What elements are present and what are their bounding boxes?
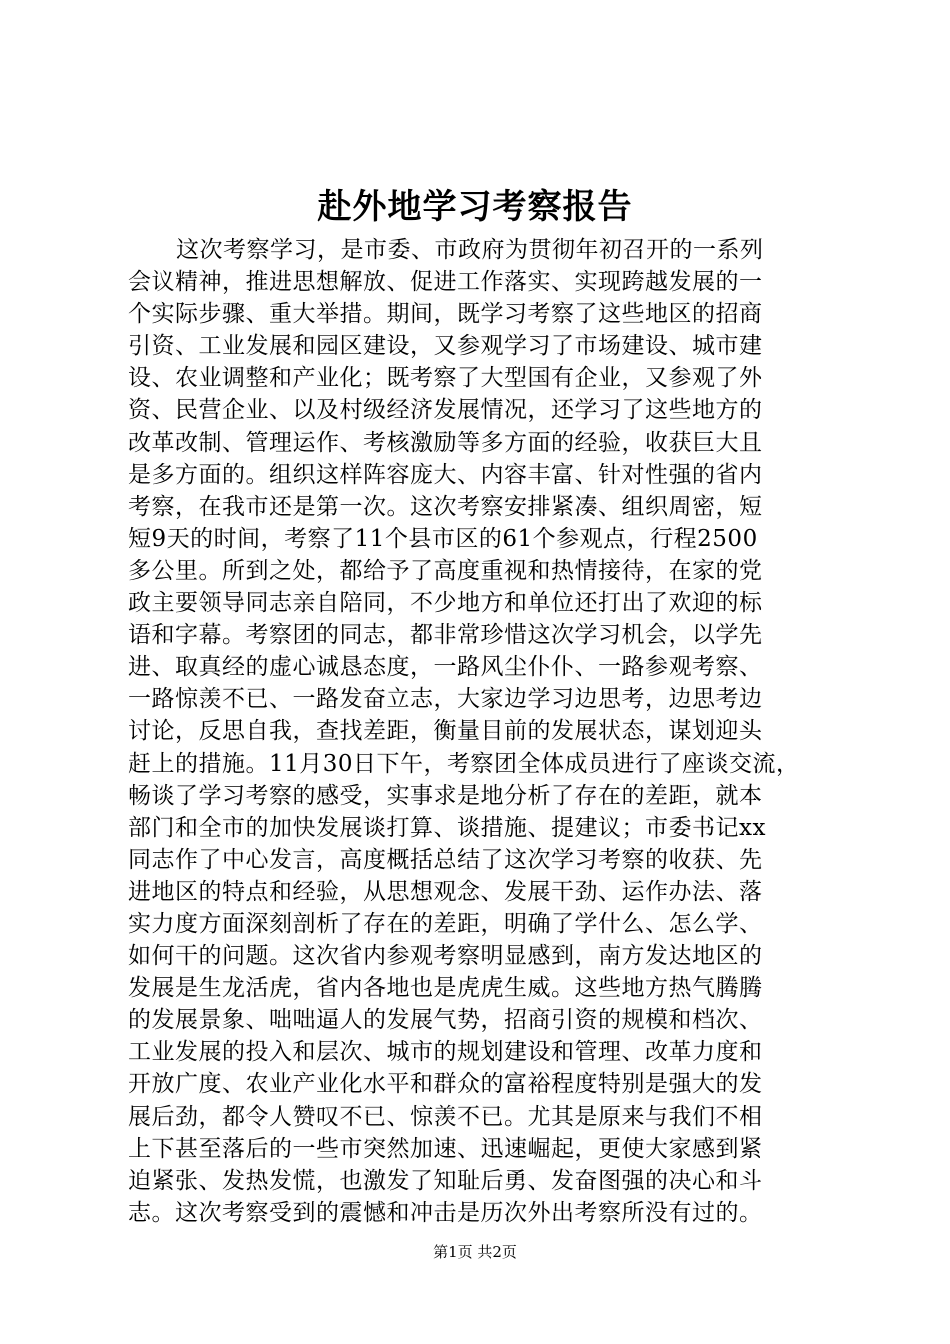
text-line: 志。这次考察受到的震憾和冲击是历次外出考察所没有过的。 (128, 1199, 763, 1226)
text-line: 一路惊羡不已、一路发奋立志，大家边学习边思考，边思考边 (128, 686, 763, 713)
text-line: 设、农业调整和产业化；既考察了大型国有企业，又参观了外 (128, 365, 763, 392)
text-line: 进地区的特点和经验，从思想观念、发展干劲、运作办法、落 (128, 878, 763, 905)
text-line: 多公里。所到之处，都给予了高度重视和热情接待，在家的党 (128, 557, 763, 584)
text-line: 进、取真经的虚心诚恳态度，一路风尘仆仆、一路参观考察、 (128, 654, 763, 681)
text-line: 这次考察学习，是市委、市政府为贯彻年初召开的一系列 (176, 237, 764, 263)
text-line: 是多方面的。组织这样阵容庞大、内容丰富、针对性强的省内 (128, 461, 763, 488)
text-line: 同志作了中心发言，高度概括总结了这次学习考察的收获、先 (128, 846, 763, 873)
text-line: 会议精神，推进思想解放、促进工作落实、实现跨越发展的一 (128, 269, 763, 296)
text-line: 发展是生龙活虎，省内各地也是虎虎生威。这些地方热气腾腾 (128, 975, 763, 1002)
text-line: 迫紧张、发热发慌，也激发了知耻后勇、发奋图强的决心和斗 (128, 1167, 763, 1194)
text-line: 语和字幕。考察团的同志，都非常珍惜这次学习机会，以学先 (128, 622, 763, 649)
page-number-footer: 第1页 共2页 (433, 1243, 517, 1261)
text-line: 引资、工业发展和园区建设，又参观学习了市场建设、城市建 (128, 333, 763, 360)
body-paragraph (128, 234, 828, 1229)
text-line: 实力度方面深刻剖析了存在的差距，明确了学什么、怎么学、 (128, 910, 763, 937)
text-line: 如何干的问题。这次省内参观考察明显感到，南方发达地区的 (128, 943, 763, 970)
text-line: 部门和全市的加快发展谈打算、谈措施、提建议；市委书记xx (128, 814, 766, 841)
text-line: 短9天的时间，考察了11个县市区的61个参观点，行程2500 (128, 525, 758, 552)
text-line: 考察，在我市还是第一次。这次考察安排紧凑、组织周密，短 (128, 493, 763, 520)
text-line: 开放广度、农业产业化水平和群众的富裕程度特别是强大的发 (128, 1071, 763, 1098)
text-line: 政主要领导同志亲自陪同，不少地方和单位还打出了欢迎的标 (128, 590, 763, 617)
text-line: 赶上的措施。11月30日下午，考察团全体成员进行了座谈交流， (128, 750, 800, 777)
text-line: 资、民营企业、以及村级经济发展情况，还学习了这些地方的 (128, 397, 763, 424)
text-line: 上下甚至落后的一些市突然加速、迅速崛起，更使大家感到紧 (128, 1135, 763, 1162)
document-title: 赴外地学习考察报告 (317, 187, 633, 227)
text-line: 展后劲，都令人赞叹不已、惊羡不已。尤其是原来与我们不相 (128, 1103, 763, 1130)
text-line: 的发展景象、咄咄逼人的发展气势，招商引资的规模和档次、 (128, 1007, 763, 1034)
text-line: 讨论，反思自我，查找差距，衡量目前的发展状态，谋划迎头 (128, 718, 763, 745)
text-line: 改革改制、管理运作、考核激励等多方面的经验，收获巨大且 (128, 429, 763, 456)
text-line: 工业发展的投入和层次、城市的规划建设和管理、改革力度和 (128, 1039, 763, 1066)
text-line: 畅谈了学习考察的感受，实事求是地分析了存在的差距，就本 (128, 782, 763, 809)
text-line: 个实际步骤、重大举措。期间，既学习考察了这些地区的招商 (128, 301, 763, 328)
